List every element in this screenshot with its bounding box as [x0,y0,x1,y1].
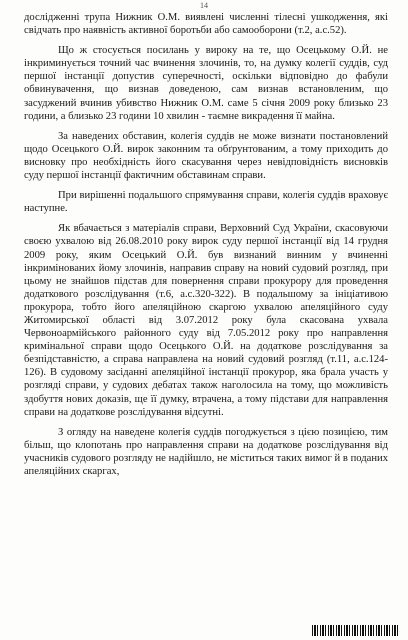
paragraph-verdict-annulment: За наведених обставин, колегія суддів не може визнати постановлений щодо Осецького О.Й. вирок законним та обґрунтованим, а тому приходить до висновку про необхідність його скасування через невідповідність висновків суду першої інстанції фактичним обставинам справи. [24,130,388,182]
page-number: 14 [200,1,208,10]
paragraph-time-of-crime: Що ж стосується посилань у вироку на те, що Осецькому О.Й. не інкриминується точний час вчинення злочинів, то, на думку колегії суддів, суд першої інстанції допустив суперечності, оскільки відповідно до фабули обвинувачення, що визнав доведеною, сам визнав встановленим, що засуджений вчинив убивство Нижник О.М. саме 5 січня 2009 року близько 23 години, а близько 23 години 10 хвилин - таємне викрадення її майна. [24,45,388,122]
paragraph-case-history: Як вбачається з матеріалів справи, Верховний Суд України, скасовуючи своєю ухвалою від 26.08.2010 року вирок суду першої інстанції від 14 грудня 2009 року, яким Осецький О.Й. був визнаний винним у вчиненні інкримінованих йому злочинів, направив справу на новий судовий розгляд, при цьому не знайшов підстав для повернення справи прокурору для проведення додаткового розслідування (т.6, а.с.320-322). В подальшому за ініціативою прокурора, тобто його апеляційною скаргою ухвалою апеляційного суду Житомирської області від 3.07.2012 року була скасована ухвала Червоноармійського районного суду від 7.05.2012 року про направлення кримінальної справи щодо Осецького О.Й. на додаткове розслідування за безпідставністю, а справа направлена на новий судовий розгляд (т.11, а.с.124-126). В судовому засіданні апеляційної інстанції прокурор, яка брала участь у розгляді справи, у судових дебатах також наголосила на тому, що можливість здобуття нових доказів, ще її думку, втрачена, а тому підстави для направлення справи на додаткове розслідування відсутні. [24,223,388,418]
paragraph-conclusion: З огляду на наведене колегія суддів погоджується з цією позицією, тим більш, що клопотань про направлення справи на додаткове розслідування від учасників судового розгляду не надійшло, не міститься таких вимог й в поданих апеляційних скаргах, [24,426,388,477]
barcode-stamp [312,625,398,636]
paragraph-continuation: дослідженні трупа Нижник О.М. виявлені численні тілесні ушкодження, які свідчать про наявність активної боротьби або самооборони (т.2, а.с.52). [24,12,388,37]
document-body [24,11,388,485]
paragraph-further-direction: При вирішенні подальшого спрямування справи, колегія суддів враховує наступне. [24,190,388,215]
